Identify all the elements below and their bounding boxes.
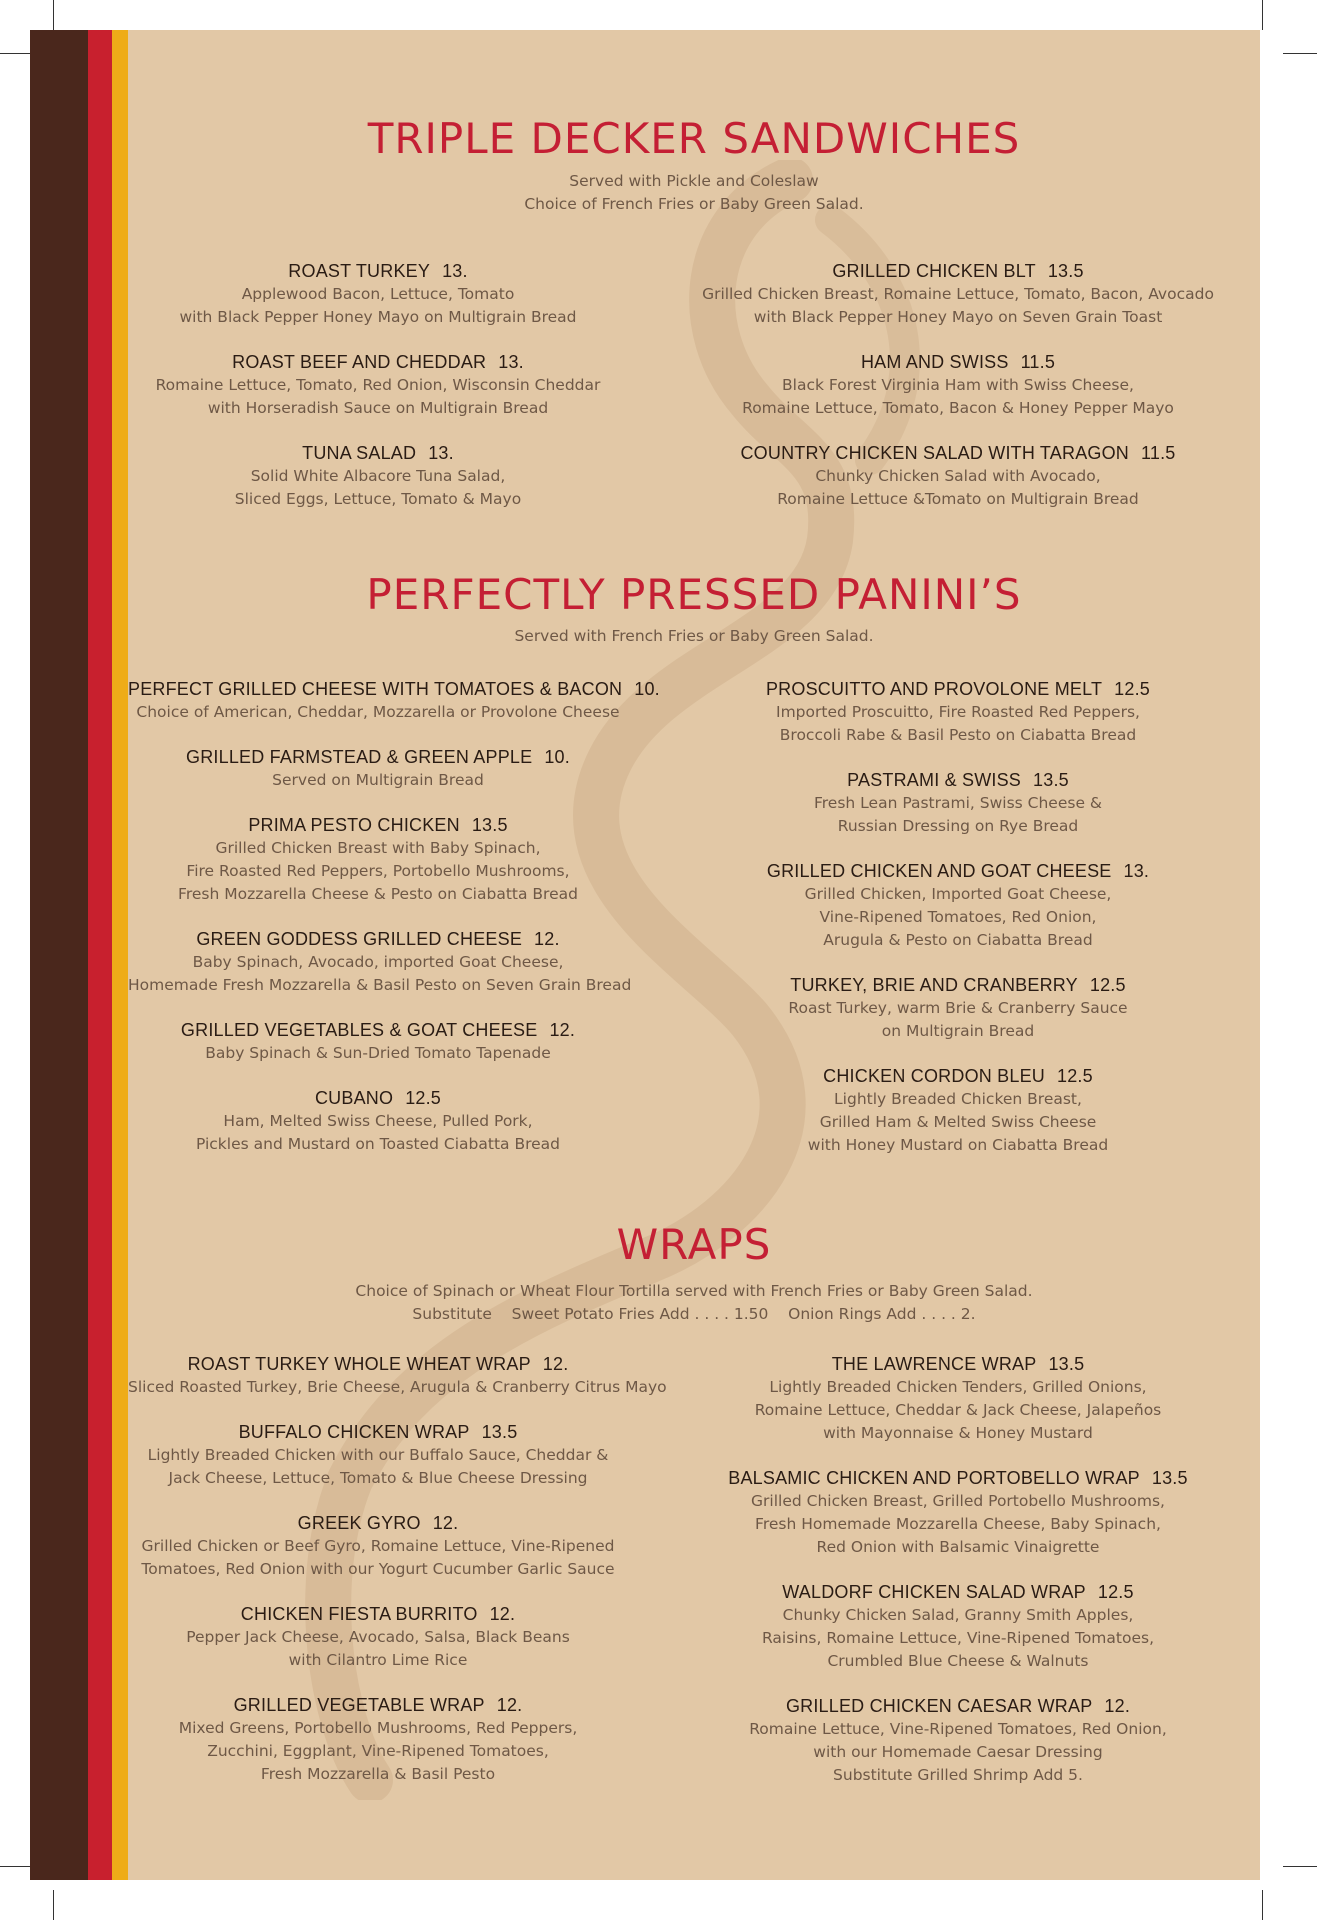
item-description: Romaine Lettuce, Tomato, Red Onion, Wisconsin Cheddar bbox=[155, 376, 601, 394]
menu-item bbox=[698, 1353, 1218, 1445]
item-description: Fresh Lean Pastrami, Swiss Cheese & bbox=[813, 794, 1102, 812]
item-description: with Black Pepper Honey Mayo on Seven Grain Toast bbox=[753, 308, 1163, 326]
menu-item bbox=[688, 260, 1228, 329]
item-price: 11.5 bbox=[1020, 352, 1056, 372]
item-price: 12.5 bbox=[1097, 1582, 1134, 1602]
item-description: Romaine Lettuce, Cheddar & Jack Cheese, Jalapeños bbox=[754, 1401, 1162, 1419]
item-price: 11.5 bbox=[1141, 443, 1176, 463]
red-stripe bbox=[88, 30, 112, 1880]
item-description: Pepper Jack Cheese, Avocado, Salsa, Black Beans bbox=[186, 1628, 570, 1646]
section-title-triple-decker: TRIPLE DECKER SANDWICHES bbox=[367, 114, 1021, 163]
triple-decker-right-column bbox=[688, 260, 1228, 533]
item-description: Lightly Breaded Chicken Tenders, Grilled Onions, bbox=[769, 1378, 1147, 1396]
menu-item bbox=[708, 769, 1208, 838]
section-subtitle-panini bbox=[128, 625, 1260, 648]
item-name: ROAST BEEF AND CHEDDAR 13. bbox=[232, 352, 524, 372]
menu-item bbox=[698, 1695, 1218, 1787]
item-description: with Cilantro Lime Rice bbox=[288, 1651, 468, 1669]
item-description: Lightly Breaded Chicken Breast, bbox=[834, 1090, 1082, 1108]
menu-item bbox=[128, 1087, 628, 1156]
item-price: 12.5 bbox=[1057, 1066, 1093, 1086]
item-name: TURKEY, BRIE AND CRANBERRY 12.5 bbox=[790, 975, 1126, 995]
item-description: Homemade Fresh Mozzarella & Basil Pesto on Seven Grain Bread bbox=[128, 976, 632, 994]
section-title-panini: PERFECTLY PRESSED PANINI’S bbox=[366, 570, 1022, 619]
item-name: GRILLED CHICKEN AND GOAT CHEESE 13. bbox=[766, 861, 1150, 881]
menu-item bbox=[128, 1603, 628, 1672]
subtitle-line: Served with Pickle and Coleslaw bbox=[569, 172, 819, 190]
item-price: 13.5 bbox=[1047, 261, 1084, 281]
item-description: Fresh Mozzarella Cheese & Pesto on Ciabatta Bread bbox=[178, 885, 578, 903]
item-name: THE LAWRENCE WRAP 13.5 bbox=[831, 1354, 1085, 1374]
menu-item bbox=[708, 1065, 1208, 1157]
item-price: 13. bbox=[442, 261, 468, 281]
item-description: Romaine Lettuce, Tomato, Bacon & Honey Pepper Mayo bbox=[742, 399, 1174, 417]
item-description: Black Forest Virginia Ham with Swiss Cheese, bbox=[782, 376, 1134, 394]
item-description: Served on Multigrain Bread bbox=[272, 771, 484, 789]
item-name: WALDORF CHICKEN SALAD WRAP 12.5 bbox=[782, 1582, 1134, 1602]
item-description: Pickles and Mustard on Toasted Ciabatta Bread bbox=[195, 1135, 561, 1153]
item-name: GRILLED CHICKEN BLT 13.5 bbox=[832, 261, 1084, 281]
item-description: Romaine Lettuce, Vine-Ripened Tomatoes, Red Onion, bbox=[749, 1720, 1167, 1738]
item-name: BUFFALO CHICKEN WRAP 13.5 bbox=[238, 1422, 518, 1442]
item-price: 12. bbox=[496, 1695, 523, 1715]
item-description: on Multigrain Bread bbox=[881, 1022, 1035, 1040]
crop-mark-bottom-left-v bbox=[53, 1890, 54, 1920]
crop-mark-top-right-v bbox=[1262, 0, 1263, 30]
item-name: GRILLED FARMSTEAD & GREEN APPLE 10. bbox=[186, 747, 570, 767]
item-price: 12. bbox=[432, 1513, 459, 1533]
item-description: Tomatoes, Red Onion with our Yogurt Cucumber Garlic Sauce bbox=[141, 1560, 615, 1578]
item-description: Grilled Chicken or Beef Gyro, Romaine Lettuce, Vine-Ripened bbox=[141, 1537, 615, 1555]
item-description: Zucchini, Eggplant, Vine-Ripened Tomatoes, bbox=[207, 1742, 549, 1760]
item-name: GREEN GODDESS GRILLED CHEESE 12. bbox=[196, 929, 560, 949]
subtitle-line: Choice of Spinach or Wheat Flour Tortilla served with French Fries or Baby Green Salad. bbox=[355, 1282, 1033, 1300]
menu-page bbox=[30, 30, 1260, 1880]
item-description: Grilled Chicken Breast with Baby Spinach, bbox=[215, 839, 541, 857]
item-description: Fire Roasted Red Peppers, Portobello Mushrooms, bbox=[186, 862, 570, 880]
subtitle-line: Substitute Sweet Potato Fries Add . . . . 1.50 Onion Rings Add . . . . 2. bbox=[412, 1305, 976, 1323]
item-description: with Mayonnaise & Honey Mustard bbox=[823, 1424, 1093, 1442]
crop-mark-bottom-right-v bbox=[1262, 1890, 1263, 1920]
item-description: Crumbled Blue Cheese & Walnuts bbox=[827, 1652, 1089, 1670]
item-name: PERFECT GRILLED CHEESE WITH TOMATOES & BACON 10. bbox=[128, 679, 660, 699]
item-description: Mixed Greens, Portobello Mushrooms, Red Peppers, bbox=[178, 1719, 578, 1737]
menu-item bbox=[128, 1353, 667, 1399]
item-description: Baby Spinach, Avocado, imported Goat Cheese, bbox=[192, 953, 564, 971]
item-description: Russian Dressing on Rye Bread bbox=[837, 817, 1079, 835]
item-name: PASTRAMI & SWISS 13.5 bbox=[847, 770, 1069, 790]
menu-item bbox=[128, 678, 660, 724]
item-description: Arugula & Pesto on Ciabatta Bread bbox=[823, 931, 1093, 949]
item-description: Sliced Eggs, Lettuce, Tomato & Mayo bbox=[234, 490, 522, 508]
item-price: 13. bbox=[1123, 861, 1150, 881]
section-subtitle-wraps bbox=[128, 1280, 1260, 1326]
subtitle-line: Choice of French Fries or Baby Green Salad. bbox=[524, 195, 864, 213]
item-name: ROAST TURKEY 13. bbox=[288, 261, 468, 281]
wraps-right-column bbox=[698, 1353, 1218, 1809]
item-description: Lightly Breaded Chicken with our Buffalo Sauce, Cheddar & bbox=[147, 1446, 609, 1464]
item-name: PRIMA PESTO CHICKEN 13.5 bbox=[248, 815, 508, 835]
item-price: 13.5 bbox=[1151, 1468, 1188, 1488]
item-description: Imported Proscuitto, Fire Roasted Red Peppers, bbox=[776, 703, 1140, 721]
menu-item bbox=[128, 1512, 628, 1581]
item-price: 13. bbox=[498, 352, 524, 372]
item-name: COUNTRY CHICKEN SALAD WITH TARAGON 11.5 bbox=[740, 443, 1176, 463]
item-name: GRILLED VEGETABLE WRAP 12. bbox=[233, 1695, 523, 1715]
item-description: Sliced Roasted Turkey, Brie Cheese, Arugula & Cranberry Citrus Mayo bbox=[128, 1378, 667, 1396]
gold-stripe bbox=[112, 30, 128, 1880]
item-description: with Horseradish Sauce on Multigrain Bread bbox=[207, 399, 549, 417]
item-name: ROAST TURKEY WHOLE WHEAT WRAP 12. bbox=[187, 1354, 569, 1374]
item-description: Jack Cheese, Lettuce, Tomato & Blue Cheese Dressing bbox=[168, 1469, 588, 1487]
item-price: 13.5 bbox=[1033, 770, 1069, 790]
item-name: CHICKEN CORDON BLEU 12.5 bbox=[823, 1066, 1093, 1086]
menu-item bbox=[708, 678, 1208, 747]
item-description: Grilled Chicken, Imported Goat Cheese, bbox=[804, 885, 1112, 903]
menu-item bbox=[128, 928, 632, 997]
item-name: GRILLED CHICKEN CAESAR WRAP 12. bbox=[785, 1696, 1131, 1716]
item-price: 12.5 bbox=[405, 1088, 442, 1108]
wraps-left-column bbox=[128, 1353, 667, 1808]
item-price: 10. bbox=[544, 747, 570, 767]
item-description: Choice of American, Cheddar, Mozzarella or Provolone Cheese bbox=[136, 703, 620, 721]
menu-item bbox=[128, 351, 628, 420]
menu-item bbox=[698, 1581, 1218, 1673]
menu-item bbox=[708, 974, 1208, 1043]
item-description: Vine-Ripened Tomatoes, Red Onion, bbox=[819, 908, 1097, 926]
item-name: HAM AND SWISS 11.5 bbox=[860, 352, 1056, 372]
menu-content bbox=[128, 30, 1260, 1880]
item-description: Solid White Albacore Tuna Salad, bbox=[250, 467, 506, 485]
item-description: Fresh Homemade Mozzarella Cheese, Baby Spinach, bbox=[755, 1515, 1161, 1533]
panini-left-column bbox=[128, 678, 660, 1178]
item-name: BALSAMIC CHICKEN AND PORTOBELLO WRAP 13.5 bbox=[728, 1468, 1188, 1488]
menu-item bbox=[128, 1019, 628, 1065]
item-price: 12. bbox=[534, 929, 560, 949]
item-description: Grilled Chicken Breast, Grilled Portobello Mushrooms, bbox=[751, 1492, 1165, 1510]
menu-item bbox=[128, 442, 628, 511]
menu-item bbox=[688, 351, 1228, 420]
item-price: 13.5 bbox=[1048, 1354, 1085, 1374]
item-description: Chunky Chicken Salad with Avocado, bbox=[815, 467, 1101, 485]
item-price: 13. bbox=[428, 443, 454, 463]
item-description: Applewood Bacon, Lettuce, Tomato bbox=[241, 285, 515, 303]
crop-mark-top-right-h bbox=[1283, 53, 1317, 54]
crop-mark-top-left-v bbox=[53, 0, 54, 30]
item-price: 12.5 bbox=[1089, 975, 1126, 995]
item-description: Raisins, Romaine Lettuce, Vine-Ripened Tomatoes, bbox=[761, 1629, 1155, 1647]
item-name: CUBANO 12.5 bbox=[314, 1088, 442, 1108]
item-description: Ham, Melted Swiss Cheese, Pulled Pork, bbox=[223, 1112, 533, 1130]
item-description: with Honey Mustard on Ciabatta Bread bbox=[807, 1136, 1109, 1154]
item-price: 10. bbox=[634, 679, 660, 699]
item-description: Grilled Chicken Breast, Romaine Lettuce, Tomato, Bacon, Avocado bbox=[702, 285, 1214, 303]
item-name: PROSCUITTO AND PROVOLONE MELT 12.5 bbox=[765, 679, 1151, 699]
item-price: 12. bbox=[1104, 1696, 1131, 1716]
crop-mark-bottom-left-h bbox=[0, 1866, 30, 1867]
item-price: 13.5 bbox=[471, 815, 508, 835]
item-description: Romaine Lettuce &Tomato on Multigrain Bread bbox=[777, 490, 1139, 508]
panini-right-column bbox=[708, 678, 1208, 1179]
subtitle-line: Served with French Fries or Baby Green Salad. bbox=[514, 627, 874, 645]
menu-item bbox=[128, 260, 628, 329]
item-name: GREEK GYRO 12. bbox=[297, 1513, 459, 1533]
item-name: TUNA SALAD 13. bbox=[302, 443, 454, 463]
crop-mark-top-left-h bbox=[0, 53, 30, 54]
item-name: CHICKEN FIESTA BURRITO 12. bbox=[240, 1604, 516, 1624]
item-description: Red Onion with Balsamic Vinaigrette bbox=[816, 1538, 1100, 1556]
item-price: 13.5 bbox=[481, 1422, 518, 1442]
section-subtitle-triple-decker bbox=[128, 170, 1260, 216]
menu-item bbox=[128, 1694, 628, 1786]
item-description: Chunky Chicken Salad, Granny Smith Apples, bbox=[782, 1606, 1134, 1624]
triple-decker-left-column bbox=[128, 260, 628, 533]
menu-item bbox=[128, 1421, 628, 1490]
item-description: with our Homemade Caesar Dressing bbox=[813, 1743, 1103, 1761]
menu-item bbox=[708, 860, 1208, 952]
item-price: 12. bbox=[489, 1604, 516, 1624]
item-description: Substitute Grilled Shrimp Add 5. bbox=[833, 1766, 1083, 1784]
item-description: Grilled Ham & Melted Swiss Cheese bbox=[819, 1113, 1097, 1131]
item-description: Roast Turkey, warm Brie & Cranberry Sauce bbox=[788, 999, 1128, 1017]
crop-mark-bottom-right-h bbox=[1283, 1866, 1317, 1867]
item-description: with Black Pepper Honey Mayo on Multigrain Bread bbox=[179, 308, 577, 326]
item-price: 12. bbox=[549, 1020, 576, 1040]
item-description: Baby Spinach & Sun-Dried Tomato Tapenade bbox=[205, 1044, 551, 1062]
menu-item bbox=[688, 442, 1228, 511]
item-description: Broccoli Rabe & Basil Pesto on Ciabatta Bread bbox=[779, 726, 1137, 744]
item-name: GRILLED VEGETABLES & GOAT CHEESE 12. bbox=[180, 1020, 576, 1040]
item-price: 12. bbox=[542, 1354, 569, 1374]
brown-stripe bbox=[30, 30, 88, 1880]
menu-item bbox=[698, 1467, 1218, 1559]
item-price: 12.5 bbox=[1114, 679, 1151, 699]
menu-item bbox=[128, 746, 628, 792]
section-title-wraps: WRAPS bbox=[616, 1220, 772, 1269]
item-description: Fresh Mozzarella & Basil Pesto bbox=[260, 1765, 496, 1783]
menu-item bbox=[128, 814, 628, 906]
